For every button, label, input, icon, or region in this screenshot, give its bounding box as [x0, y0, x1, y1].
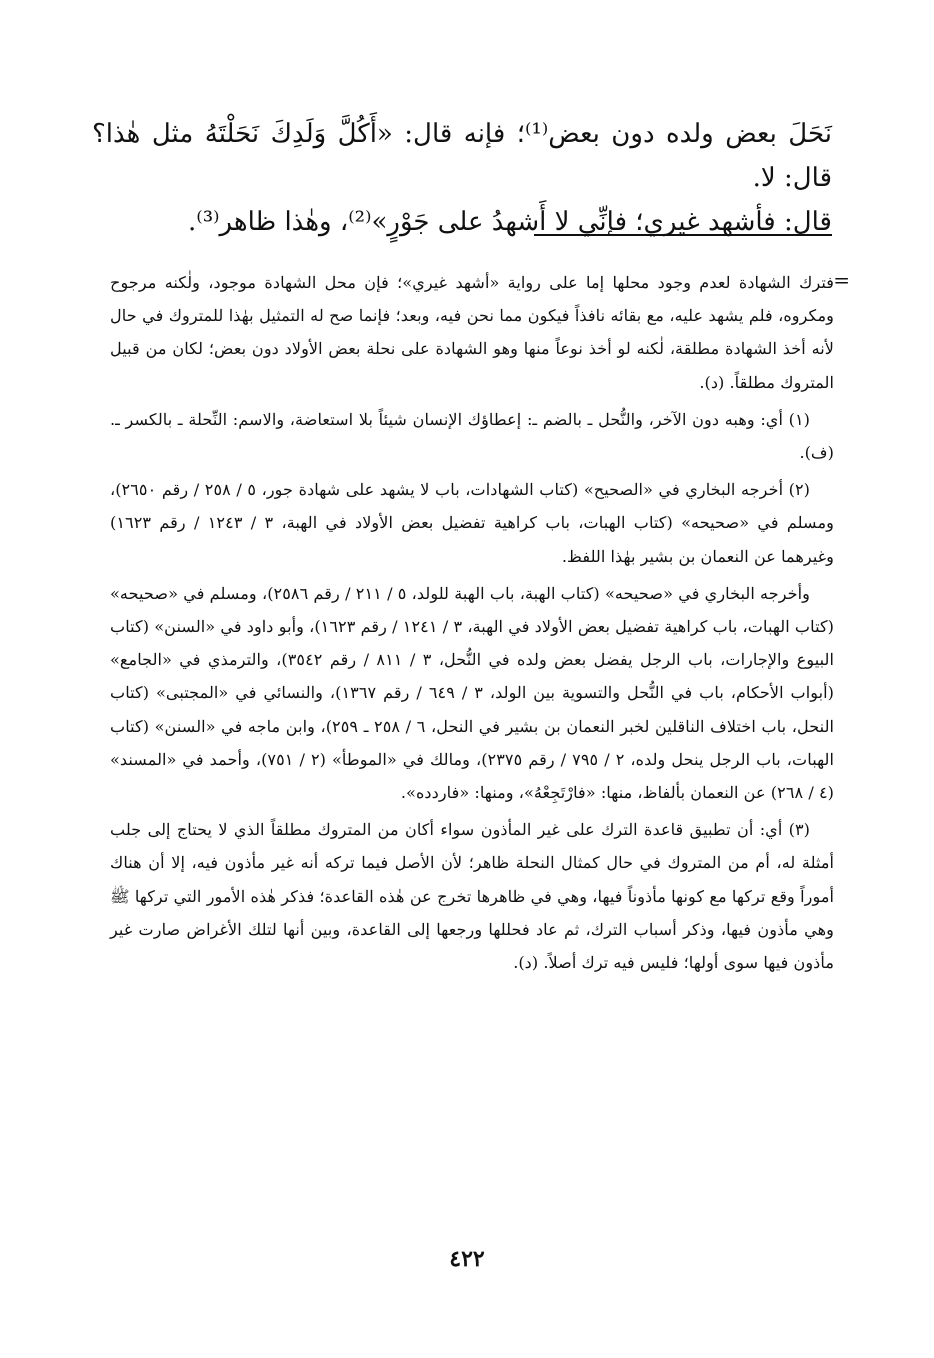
footnote-2: (٢) أخرجه البخاري في «الصحيح» (كتاب الشهادات، باب لا يشهد على شهادة جور، ٥ / ٢٥٨ / رقم ٢٦٥٠)، ومسلم في «صحيحه» (كتاب الهبات، باب كراهية تفضيل بعض الأولاد في الهبة، ٣ / ١٢٤٣ / رقم ١٦٢٣) وغيرهما عن النعمان بن بشير بهٰذا اللفظ. [110, 480, 834, 566]
footnote-continuation: فترك الشهادة لعدم وجود محلها إما على رواية «أشهد غيري»؛ فإن محل الشهادة موجود، ولٰكنه مرجوح ومكروه، فلم يشهد عليه، مع بقائه نافذاً فيكون مما نحن فيه، وبعد؛ فإنما صح له التمثيل بهٰذا للمتروك في حال لأنه أخذ الشهادة مطلقة، لٰكنه لو أخذ نوعاً منها وهو الشهادة على نحلة بعض الأولاد دون بعض؛ لكان من قبيل المتروك مطلقاً. (د). [110, 273, 834, 392]
footnote-continuation-mark: = [833, 268, 850, 292]
main-text-line-1: نَحَلَ بعض ولده دون بعض⁽¹⁾؛ فإنه قال: «أَكُلَّ وَلَدِكَ نَحَلْتَهُ مثل هٰذا؟ قال: لا. [92, 119, 832, 193]
footnotes [110, 266, 834, 983]
page-number: ٤٢٢ [449, 1246, 485, 1272]
footnote-2-continued: وأخرجه البخاري في «صحيحه» (كتاب الهبة، باب الهبة للولد، ٥ / ٢١١ / رقم ٢٥٨٦)، ومسلم في «صحيحه» (كتاب الهبات، باب كراهية تفضيل بعض الأولاد في الهبة، ٣ / ١٢٤١ / رقم ١٦٢٣)، وأبو داود في «السنن» (كتاب البيوع والإجارات، باب الرجل يفضل بعض ولده في النُّحل، ٣ / ٨١١ / رقم ٣٥٤٢)، والترمذي في «الجامع» (أبواب الأحكام، باب في النُّحل والتسوية بين الولد، ٣ / ٦٤٩ / رقم ١٣٦٧)، والنسائي في «المجتبى» (كتاب النحل، باب اختلاف الناقلين لخبر النعمان بن بشير في النحل، ٦ / ٢٥٨ ـ ٢٥٩)، وابن ماجه في «السنن» (كتاب الهبات، باب الرجل ينحل ولده، ٢ / ٧٩٥ / رقم ٢٣٧٥)، ومالك في «الموطأ» (٢ / ٧٥١)، وأحمد في «المسند» (٤ / ٢٦٨) عن النعمان بألفاظ، منها: «فارْتَجِعْهُ»، ومنها: «فاردده». [110, 583, 834, 803]
footnote-separator [534, 234, 832, 236]
footnote-1: (١) أي: وهبه دون الآخر، والنُّحل ـ بالضم ـ: إعطاؤك الإنسان شيئاً بلا استعاضة، والاسم: النِّحلة ـ بالكسر ـ. (ف). [110, 409, 834, 463]
main-text-line-2: قال: فأشهد غيري؛ فإنِّي لا أَشهدُ على جَوْرٍ»⁽²⁾، وهٰذا ظاهر⁽³⁾. [188, 207, 832, 237]
main-text [92, 112, 832, 244]
footnote-3: (٣) أي: أن تطبيق قاعدة الترك على غير المأذون سواء أكان من المتروك مطلقاً الذي لا يحتاج إلى جلب أمثلة له، أم من المتروك في حال كمثال النحلة ظاهر؛ لأن الأصل فيما تركه أنه غير مأذون فيه، إلا أن هناك أموراً وقع تركها مع كونها مأذوناً فيها، وهي في ظاهرها تخرج عن هٰذه القاعدة؛ فذكر هٰذه الأمور التي تركها ﷺ وهي مأذون فيها، وذكر أسباب الترك، ثم عاد فحللها ورجعها إلى القاعدة، وبين أنها لتلك الأغراض صارت غير مأذون فيها سوى أولها؛ فليس فيه ترك أصلاً. (د). [110, 820, 834, 973]
